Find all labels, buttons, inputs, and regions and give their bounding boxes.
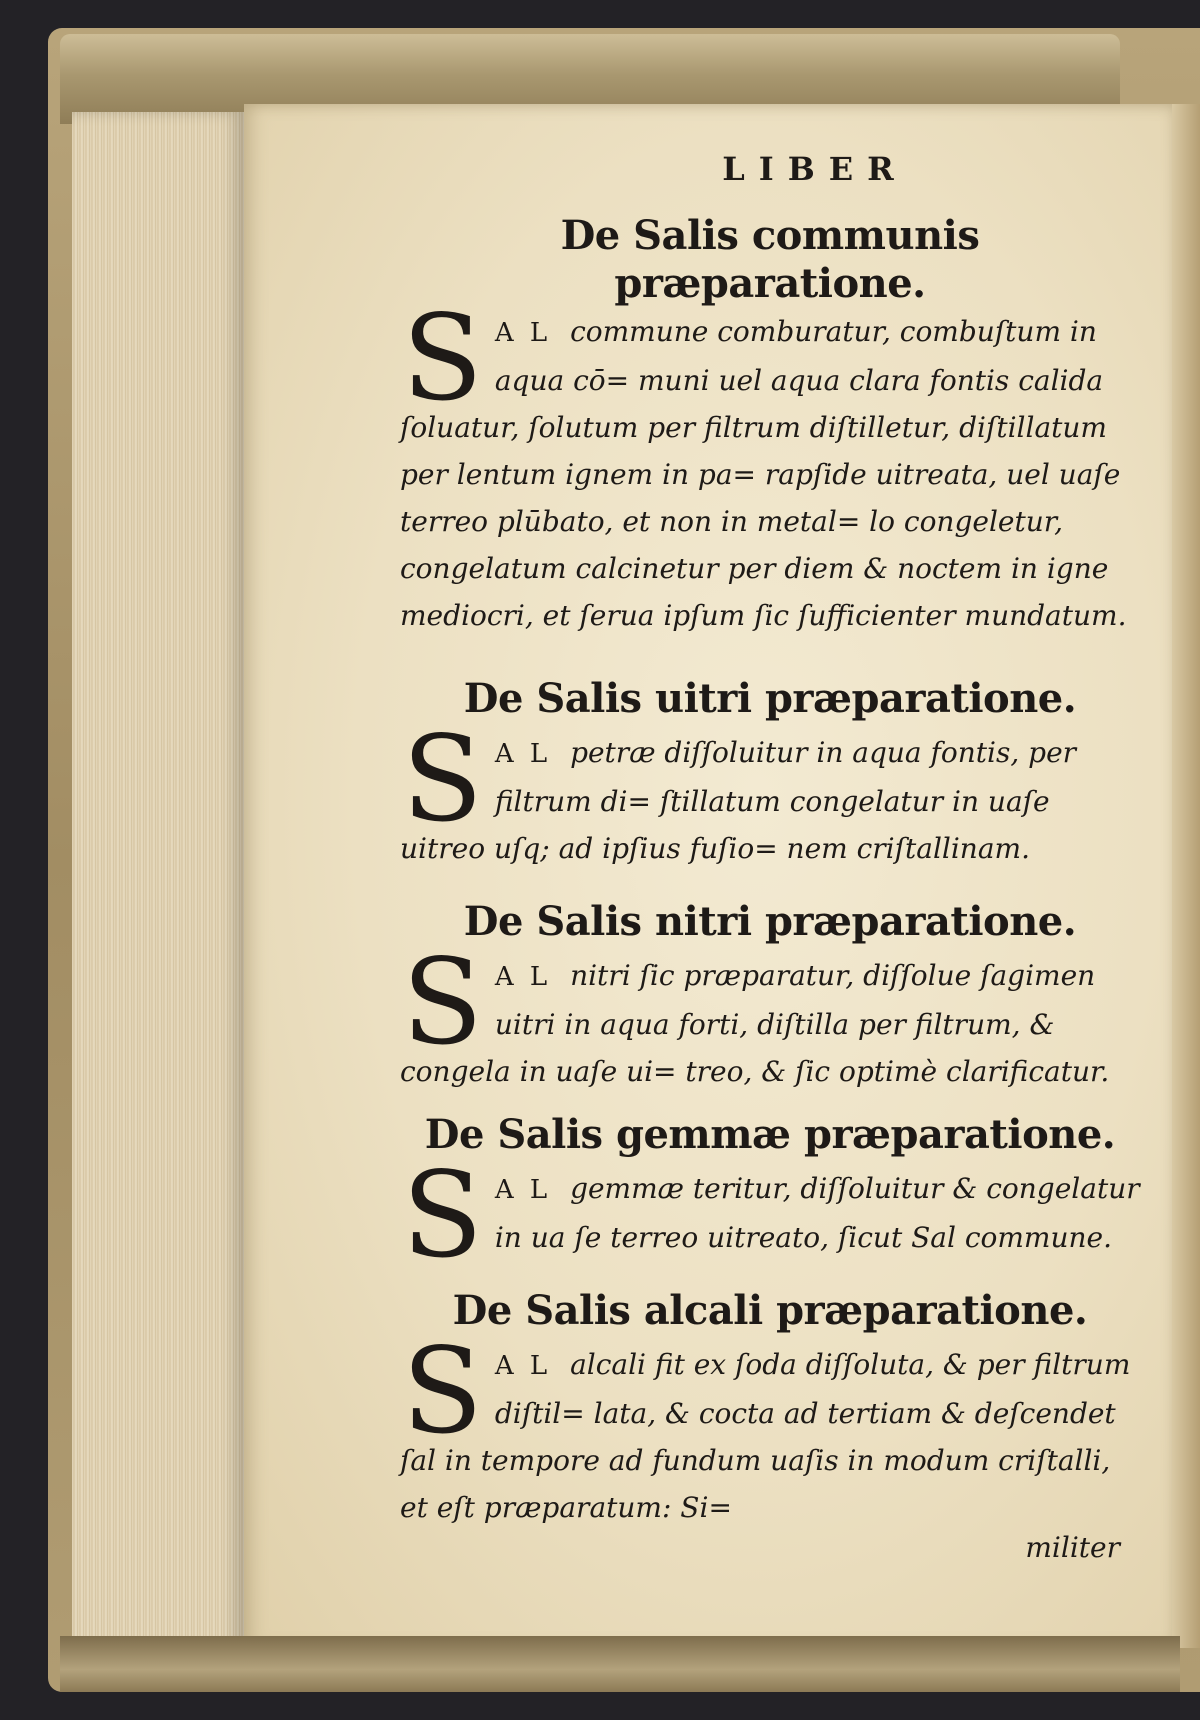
opening-letters: A L	[494, 962, 552, 992]
paragraph-sal-gemmae	[400, 1146, 1140, 1284]
paragraph-body: alcali fit ex ſoda diſſoluta, & per filtrum diſtil= lata, & cocta ad tertiam & deſcendet ſal in tempore ad fundum uaſis in modum criſtalli, et eſt præparatum: Si=	[400, 1348, 1131, 1524]
section-title-sal-nitri: De Salis nitri præparatione.	[463, 898, 1077, 945]
opening-letters: A L	[494, 1351, 552, 1381]
paragraph-body: petræ diſſoluitur in aqua fontis, per filtrum di= ſtillatum congelatur in uaſe uitreo uſq; ad ipſius fuſio= nem criſtallinam.	[400, 736, 1077, 865]
paragraph-body: commune comburatur, combuſtum in aqua cō= muni uel aqua clara fontis calida ſoluatur, ſolutum per filtrum diſtilletur, diſtillatum per lentum ignem in pa= rapſide uitreata, uel uaſe terreo plūbato, et non in metal= lo congeletur, congelatum calcinetur per diem & noctem in igne mediocri, et ſerua ipſum ſic ſufficienter mundatum.	[400, 315, 1127, 632]
book-right-edge	[1172, 104, 1200, 1648]
opening-letters: A L	[494, 318, 552, 348]
drop-cap: S	[402, 1146, 483, 1284]
drop-cap: S	[402, 933, 483, 1071]
running-head: LIBER	[722, 150, 908, 188]
drop-cap: S	[402, 710, 483, 848]
paragraph-sal-communis	[400, 289, 1140, 639]
page-text	[400, 150, 1140, 1564]
paragraph-body: nitri ſic præparatur, diſſolue ſagimen uitri in aqua forti, diſtilla per filtrum, & congela in uaſe ui= treo, & ſic optimè clarificatur.	[400, 959, 1110, 1088]
paragraph-body: gemmæ teritur, diſſoluitur & congelatur in ua ſe terreo uitreato, ſicut Sal commune.	[494, 1172, 1140, 1254]
section-title-sal-alcali: De Salis alcali præparatione.	[452, 1287, 1088, 1334]
section-title-sal-gemmae: De Salis gemmæ præparatione.	[424, 1111, 1116, 1158]
section-title-sal-communis: De Salis communis præparatione.	[560, 212, 980, 307]
opening-letters: A L	[494, 739, 552, 769]
catchword: militer	[1025, 1531, 1120, 1564]
paragraph-sal-uitri	[400, 710, 1140, 872]
paragraph-sal-nitri	[400, 933, 1140, 1095]
drop-cap: S	[402, 289, 483, 427]
paragraph-sal-alcali	[400, 1322, 1140, 1531]
page-fore-edge	[72, 112, 244, 1652]
drop-cap: S	[402, 1322, 483, 1460]
opening-letters: A L	[494, 1175, 552, 1205]
section-title-sal-uitri: De Salis uitri præparatione.	[463, 675, 1077, 722]
book-bottom-edge	[60, 1636, 1180, 1692]
